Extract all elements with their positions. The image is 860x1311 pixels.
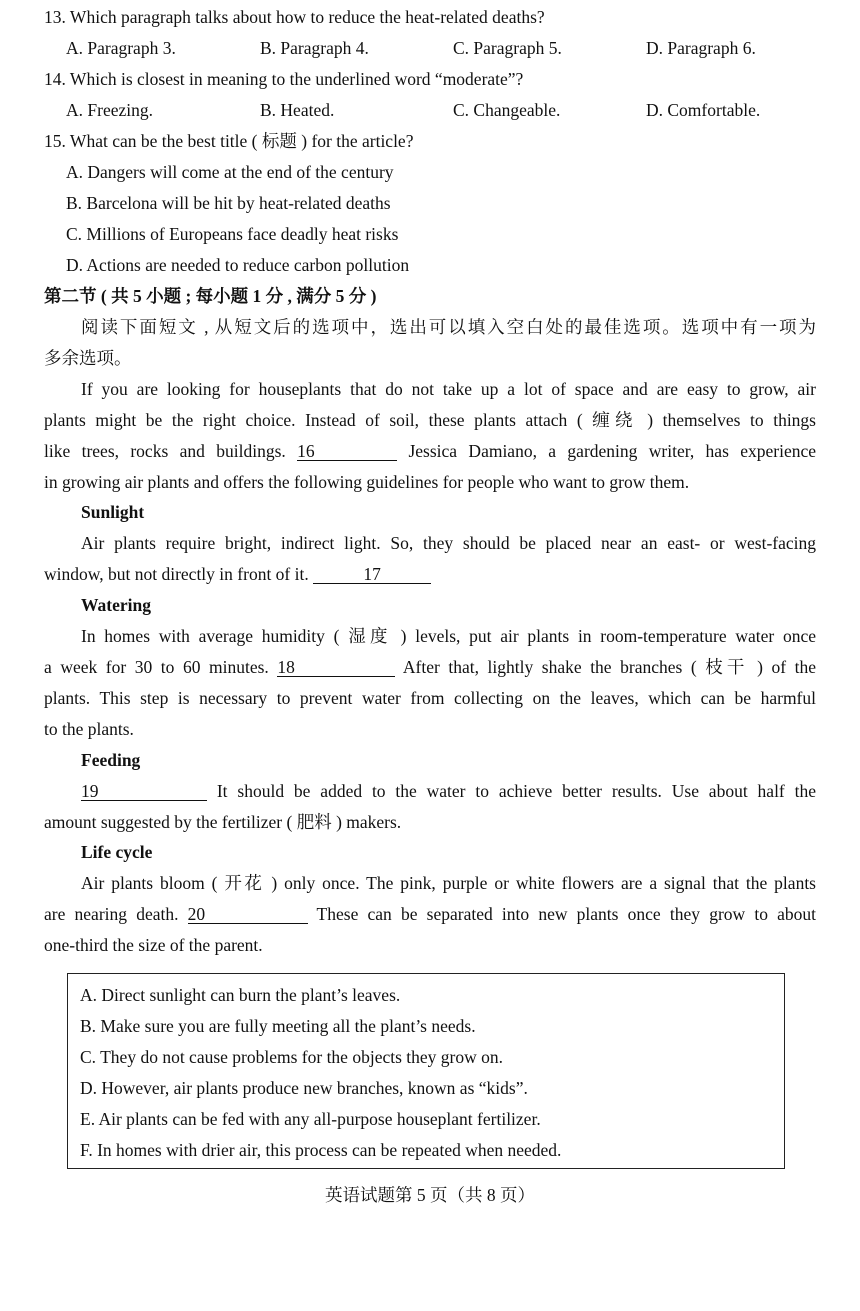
blank-19[interactable]: 19 xyxy=(81,781,207,801)
watering-line: to the plants. xyxy=(44,719,134,739)
passage-text: It should be added to the water to achieve better results. Use about half the xyxy=(216,781,816,801)
q14-option-b[interactable]: B. Heated. xyxy=(260,100,335,120)
passage-text: window, but not directly in front of it. xyxy=(44,564,309,584)
passage-text: like trees, rocks and buildings. xyxy=(44,441,286,461)
sunlight-heading: Sunlight xyxy=(81,502,145,522)
q14-option-d[interactable]: D. Comfortable. xyxy=(646,100,761,120)
q15-option-c[interactable]: C. Millions of Europeans face deadly heat risks xyxy=(66,224,399,244)
passage-text: These can be separated into new plants once they grow to about xyxy=(316,904,817,924)
blank-16[interactable]: 16 xyxy=(297,441,397,461)
feeding-line: amount suggested by the fertilizer ( 肥料 ) makers. xyxy=(44,812,402,832)
passage-intro-line: plants might be the right choice. Instead of soil, these plants attach ( 缠绕 ) themselves to things xyxy=(44,410,816,430)
watering-line: plants. This step is necessary to prevent water from collecting on the leaves, which can be harmful xyxy=(44,688,816,708)
section-heading: 第二节 ( 共 5 小题 ; 每小题 1 分 , 满分 5 分 ) xyxy=(44,286,377,306)
q15-option-b[interactable]: B. Barcelona will be hit by heat-related deaths xyxy=(66,193,391,213)
q14-option-a[interactable]: A. Freezing. xyxy=(66,100,153,120)
answer-option-e[interactable]: E. Air plants can be fed with any all-purpose houseplant fertilizer. xyxy=(80,1109,541,1129)
section-instruction: 阅读下面短文 , 从短文后的选项中，选出可以填入空白处的最佳选项。选项中有一项为 xyxy=(81,317,816,337)
passage-text: After that, lightly shake the branches ( 枝干 ) of the xyxy=(402,657,816,677)
answer-option-d[interactable]: D. However, air plants produce new branches, known as “kids”. xyxy=(80,1078,528,1098)
passage-text: Jessica Damiano, a gardening writer, has experience xyxy=(408,441,817,461)
passage-text: a week for 30 to 60 minutes. xyxy=(44,657,269,677)
blank-18[interactable]: 18 xyxy=(277,657,395,677)
watering-line: In homes with average humidity ( 湿度 ) levels, put air plants in room-temperature water once xyxy=(81,626,816,646)
q14-option-c[interactable]: C. Changeable. xyxy=(453,100,561,120)
lifecycle-heading: Life cycle xyxy=(81,842,153,862)
lifecycle-line: Air plants bloom ( 开花 ) only once. The pink, purple or white flowers are a signal that the plants xyxy=(81,873,816,893)
passage-intro-line: in growing air plants and offers the following guidelines for people who want to grow them. xyxy=(44,472,690,492)
q13-option-c[interactable]: C. Paragraph 5. xyxy=(453,38,562,58)
answer-option-f[interactable]: F. In homes with drier air, this process can be repeated when needed. xyxy=(80,1140,562,1160)
q13-option-b[interactable]: B. Paragraph 4. xyxy=(260,38,369,58)
question-14-stem: 14. Which is closest in meaning to the underlined word “moderate”? xyxy=(44,69,524,89)
sunlight-line xyxy=(44,563,816,585)
q13-option-a[interactable]: A. Paragraph 3. xyxy=(66,38,176,58)
q15-option-d[interactable]: D. Actions are needed to reduce carbon pollution xyxy=(66,255,410,275)
passage-intro-line: If you are looking for houseplants that do not take up a lot of space and are easy to grow, air xyxy=(81,379,816,399)
question-14-options xyxy=(0,99,860,121)
watering-line xyxy=(44,656,816,678)
answer-options-box xyxy=(67,973,785,1169)
watering-heading: Watering xyxy=(81,595,151,615)
answer-option-b[interactable]: B. Make sure you are fully meeting all the plant’s needs. xyxy=(80,1016,476,1036)
page-footer: 英语试题第 5 页（共 8 页） xyxy=(325,1185,535,1205)
lifecycle-line xyxy=(44,903,816,925)
blank-17[interactable]: 17 xyxy=(313,564,431,584)
question-13-stem: 13. Which paragraph talks about how to reduce the heat-related deaths? xyxy=(44,7,545,27)
question-13-options xyxy=(0,37,860,59)
lifecycle-line: one-third the size of the parent. xyxy=(44,935,263,955)
q13-option-d[interactable]: D. Paragraph 6. xyxy=(646,38,756,58)
answer-option-a[interactable]: A. Direct sunlight can burn the plant’s leaves. xyxy=(80,985,401,1005)
passage-text: are nearing death. xyxy=(44,904,179,924)
section-instruction-cont: 多余选项。 xyxy=(44,348,132,368)
sunlight-line: Air plants require bright, indirect light. So, they should be placed near an east- or west-facing xyxy=(81,533,816,553)
answer-option-c[interactable]: C. They do not cause problems for the objects they grow on. xyxy=(80,1047,503,1067)
q15-option-a[interactable]: A. Dangers will come at the end of the century xyxy=(66,162,394,182)
passage-intro-line xyxy=(44,440,816,462)
blank-20[interactable]: 20 xyxy=(188,904,308,924)
question-15-stem: 15. What can be the best title ( 标题 ) for the article? xyxy=(44,131,414,151)
feeding-line xyxy=(81,780,816,802)
feeding-heading: Feeding xyxy=(81,750,141,770)
